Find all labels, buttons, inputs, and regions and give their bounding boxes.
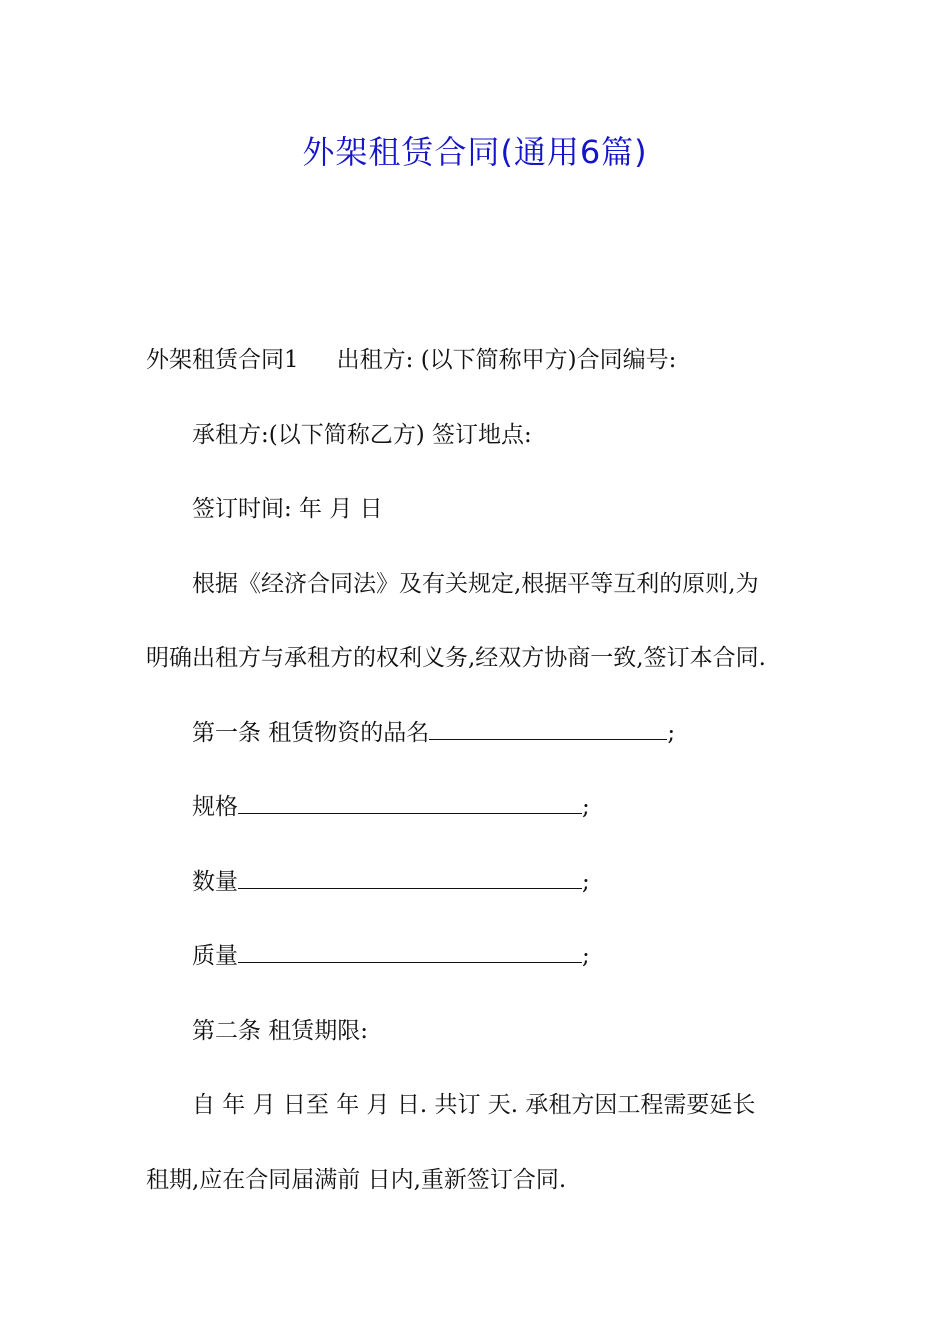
spec-label: 规格 <box>192 794 238 820</box>
quality-blank <box>238 932 582 963</box>
preamble-line-2: 明确出租方与承租方的权利义务,经双方协商一致,签订本合同. <box>146 645 766 671</box>
item-name-label: 第一条 租赁物资的品名 <box>192 719 430 746</box>
lessor-line: 出租方: (以下简称甲方)合同编号: <box>336 347 677 373</box>
quantity-label: 数量 <box>192 868 238 895</box>
quality-label: 质量 <box>192 943 238 969</box>
quantity-blank <box>238 858 582 889</box>
quantity-end: ; <box>582 868 590 895</box>
article-1-quality <box>146 932 812 1007</box>
article-1-item-name <box>146 709 812 784</box>
contract-body <box>146 336 812 1230</box>
spec-end: ; <box>582 794 590 820</box>
article-1-quantity <box>146 858 812 933</box>
quality-end: ; <box>582 943 590 969</box>
signing-date-line: 签订时间: 年 月 日 <box>192 496 383 522</box>
article-2-term-line-2: 租期,应在合同届满前 日内,重新签订合同. <box>146 1166 567 1193</box>
preamble-line-1: 根据《经济合同法》及有关规定,根据平等互利的原则,为 <box>192 570 759 597</box>
article-2-heading: 第二条 租赁期限: <box>192 1017 369 1044</box>
contract-number-label: 外架租赁合同1 <box>146 347 299 373</box>
article-1-spec <box>146 783 812 858</box>
article-2-term-line-1: 自 年 月 日至 年 月 日. 共订 天. 承租方因工程需要延长 <box>192 1092 756 1118</box>
spec-blank <box>238 783 582 814</box>
contract-heading-line <box>146 336 812 411</box>
item-name-end: ; <box>667 719 676 746</box>
lessee-line: 承租方:(以下简称乙方) 签订地点: <box>192 421 532 448</box>
document-title: 外架租赁合同(通用6篇) <box>302 133 648 171</box>
item-name-blank <box>429 709 667 740</box>
